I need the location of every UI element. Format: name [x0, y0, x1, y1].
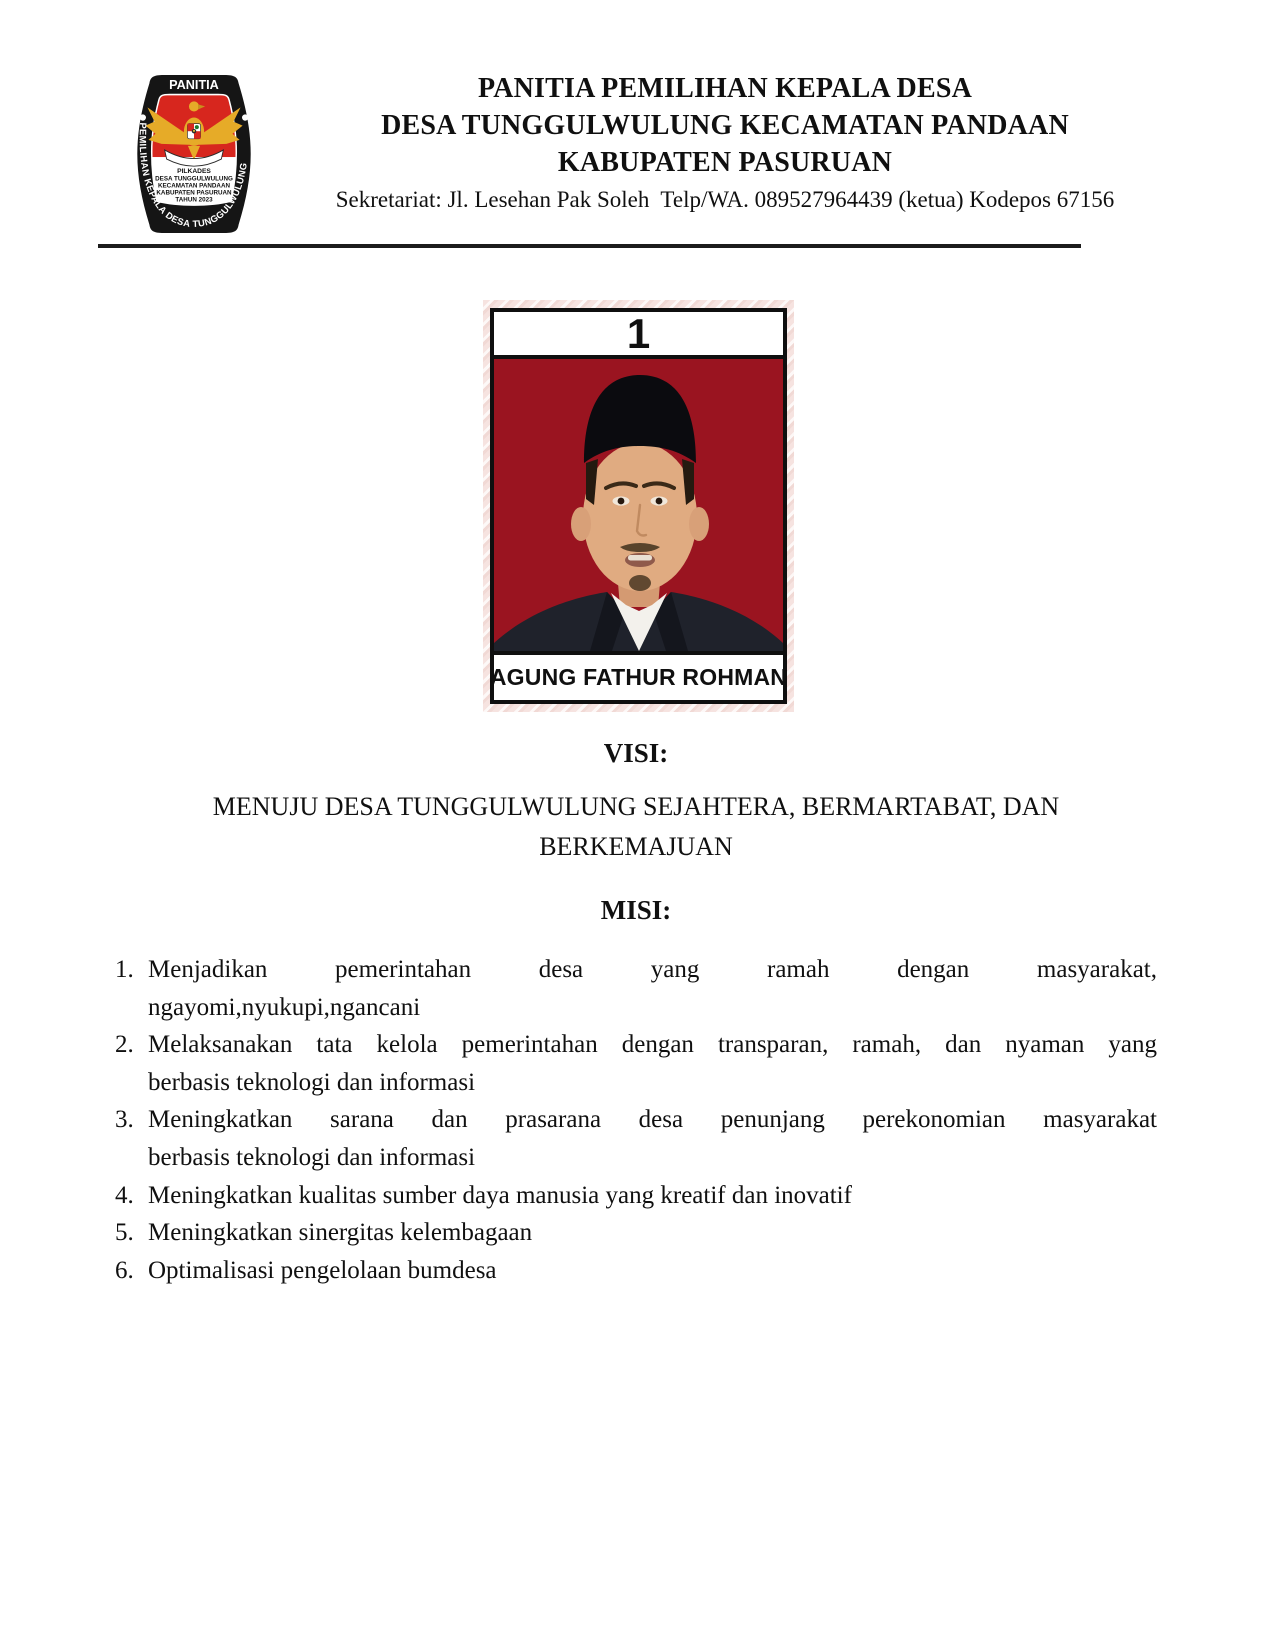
- misi-item-number: 3.: [115, 1106, 134, 1134]
- misi-item-line: berbasis teknologi dan informasi: [148, 1143, 476, 1171]
- pilkades-logo: [131, 73, 257, 235]
- misi-item-text: [148, 1026, 1157, 1101]
- visi-text: [115, 787, 1157, 867]
- letterhead-line1: PANITIA PEMILIHAN KEPALA DESA: [477, 73, 973, 104]
- visi-heading: VISI:: [603, 738, 669, 768]
- misi-item-line: Meningkatkan sarana dan prasarana desa penunjang perekonomian masyarakat: [148, 1106, 1157, 1134]
- misi-item: [115, 1101, 1157, 1176]
- misi-item-text: [148, 1214, 1157, 1252]
- misi-item-number: 5.: [115, 1219, 134, 1247]
- misi-item: [115, 951, 1157, 1026]
- misi-heading: MISI:: [600, 895, 672, 925]
- letterhead-line2: DESA TUNGGULWULUNG KECAMATAN PANDAAN: [381, 110, 1069, 141]
- misi-item-number: 2.: [115, 1031, 134, 1059]
- misi-item: [115, 1214, 1157, 1252]
- letterhead-divider: [98, 244, 1081, 248]
- candidate-card: [490, 308, 787, 704]
- logo-border-text: PEMILIHAN KEPALA DESA TUNGGULWULUNG: [137, 122, 249, 229]
- misi-item-text: [148, 1177, 1157, 1215]
- misi-item: [115, 1177, 1157, 1215]
- letterhead: [300, 70, 1150, 218]
- misi-item-text: [148, 1101, 1157, 1176]
- svg-text:DESA TUNGGULWULUNG: DESA TUNGGULWULUNG: [155, 175, 233, 183]
- candidate-card-background: [483, 300, 794, 712]
- misi-item-line: Melaksanakan tata kelola pemerintahan dengan transparan, ramah, dan nyaman yang: [148, 1031, 1157, 1059]
- misi-item-number: 4.: [115, 1181, 134, 1209]
- visi-line: MENUJU DESA TUNGGULWULUNG SEJAHTERA, BERMARTABAT, DAN: [212, 792, 1060, 821]
- svg-text:TAHUN 2023: TAHUN 2023: [175, 196, 213, 204]
- svg-text:PILKADES: PILKADES: [177, 168, 211, 176]
- misi-item-line: berbasis teknologi dan informasi: [148, 1068, 476, 1096]
- candidate-number: 1: [494, 312, 783, 359]
- badge-dot-left: [140, 114, 146, 120]
- candidate-portrait-icon: [494, 359, 783, 651]
- candidate-photo: [494, 359, 783, 651]
- misi-item-line: Optimalisasi pengelolaan bumdesa: [148, 1256, 497, 1284]
- misi-item-line: Meningkatkan sinergitas kelembagaan: [148, 1219, 533, 1247]
- letterhead-line3: KABUPATEN PASURUAN: [557, 147, 893, 178]
- misi-item: [115, 1026, 1157, 1101]
- pilkades-badge-icon: [131, 73, 257, 235]
- svg-text:KABUPATEN PASURUAN: KABUPATEN PASURUAN: [156, 189, 232, 197]
- misi-item-number: 1.: [115, 956, 134, 983]
- badge-dot-right: [242, 114, 248, 120]
- misi-item-number: 6.: [115, 1256, 134, 1284]
- misi-item-line: Meningkatkan kualitas sumber daya manusia yang kreatif dan inovatif: [148, 1181, 852, 1209]
- visi-line: BERKEMAJUAN: [539, 832, 733, 861]
- misi-item-line: ngayomi,nyukupi,ngancani: [148, 993, 421, 1021]
- misi-item-text: [148, 1252, 1157, 1290]
- logo-top-text: PANITIA: [169, 78, 219, 93]
- misi-item-text: [148, 951, 1157, 1026]
- letterhead-secretariat: Sekretariat: Jl. Lesehan Pak Soleh Telp/WA. 089527964439 (ketua) Kodepos 67156: [335, 187, 1115, 212]
- misi-list: [115, 951, 1157, 1289]
- misi-item: [115, 1252, 1157, 1290]
- misi-item-line: Menjadikan pemerintahan desa yang ramah dengan masyarakat,: [148, 956, 1157, 983]
- svg-text:KECAMATAN PANDAAN: KECAMATAN PANDAAN: [157, 182, 231, 190]
- candidate-name: AGUNG FATHUR ROHMAN: [494, 651, 783, 700]
